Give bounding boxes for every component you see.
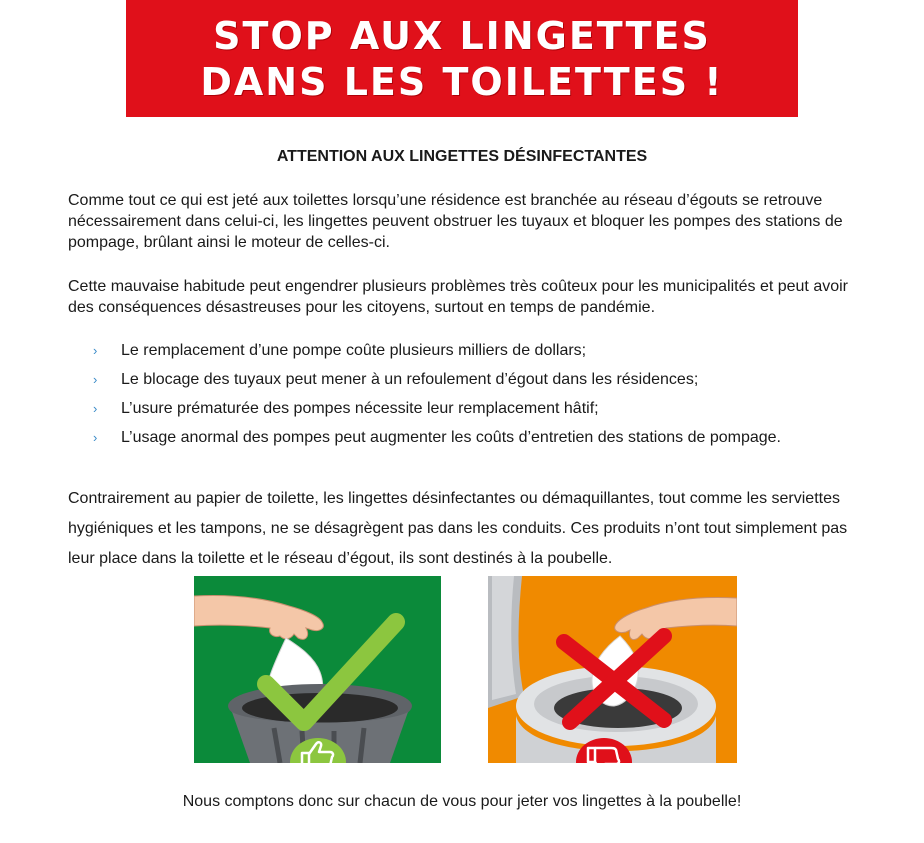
list-item-text: L’usure prématurée des pompes nécessite leur remplacement hâtif; [121, 400, 599, 417]
list-item [93, 340, 853, 361]
list-item-text: L’usage anormal des pompes peut augmenter les coûts d’entretien des stations de pompage. [121, 429, 781, 446]
banner-title-line2: DANS LES TOILETTES ! [200, 59, 724, 104]
chevron-right-icon: › [93, 430, 98, 445]
illustration-trash-bin-correct [194, 576, 441, 763]
list-item-text: Le blocage des tuyaux peut mener à un refoulement d’égout dans les résidences; [121, 371, 699, 388]
list-item [93, 398, 853, 419]
list-item [93, 427, 853, 448]
paragraph-consequences: Cette mauvaise habitude peut engendrer plusieurs problèmes très coûteux pour les municipalités et peut avoir des conséquences désastreuses pour les citoyens, surtout en temps de pandémie. [68, 278, 848, 316]
closing-message: Nous comptons donc sur chacun de vous pour jeter vos lingettes à la poubelle! [182, 793, 742, 810]
chevron-right-icon: › [93, 343, 98, 358]
chevron-right-icon: › [93, 372, 98, 387]
list-item-text: Le remplacement d’une pompe coûte plusieurs milliers de dollars; [121, 342, 587, 359]
list-item [93, 369, 853, 390]
section-heading: ATTENTION AUX LINGETTES DÉSINFECTANTES [276, 148, 648, 165]
illustration-toilet-wrong [488, 576, 737, 763]
paragraph-conclusion: Contrairement au papier de toilette, les lingettes désinfectantes ou démaquillantes, tout comme les serviettes hygiéniques et les tampons, ne se désagrègent pas dans les conduits. Ces produits n’ont tout simplement pas leur place dans la toilette et le réseau d’égout, ils sont destinés à la poubelle. [68, 490, 848, 567]
consequence-list [93, 340, 853, 456]
chevron-right-icon: › [93, 401, 98, 416]
title-banner [126, 0, 798, 117]
banner-title-line1: STOP AUX LINGETTES [213, 13, 711, 58]
paragraph-intro: Comme tout ce qui est jeté aux toilettes lorsqu’une résidence est branchée au réseau d’égouts se retrouve nécessairement dans celui-ci, les lingettes peuvent obstruer les tuyaux et bloquer les pompes des stations de pompage, brûlant ainsi le moteur de celles-ci. [68, 192, 843, 251]
